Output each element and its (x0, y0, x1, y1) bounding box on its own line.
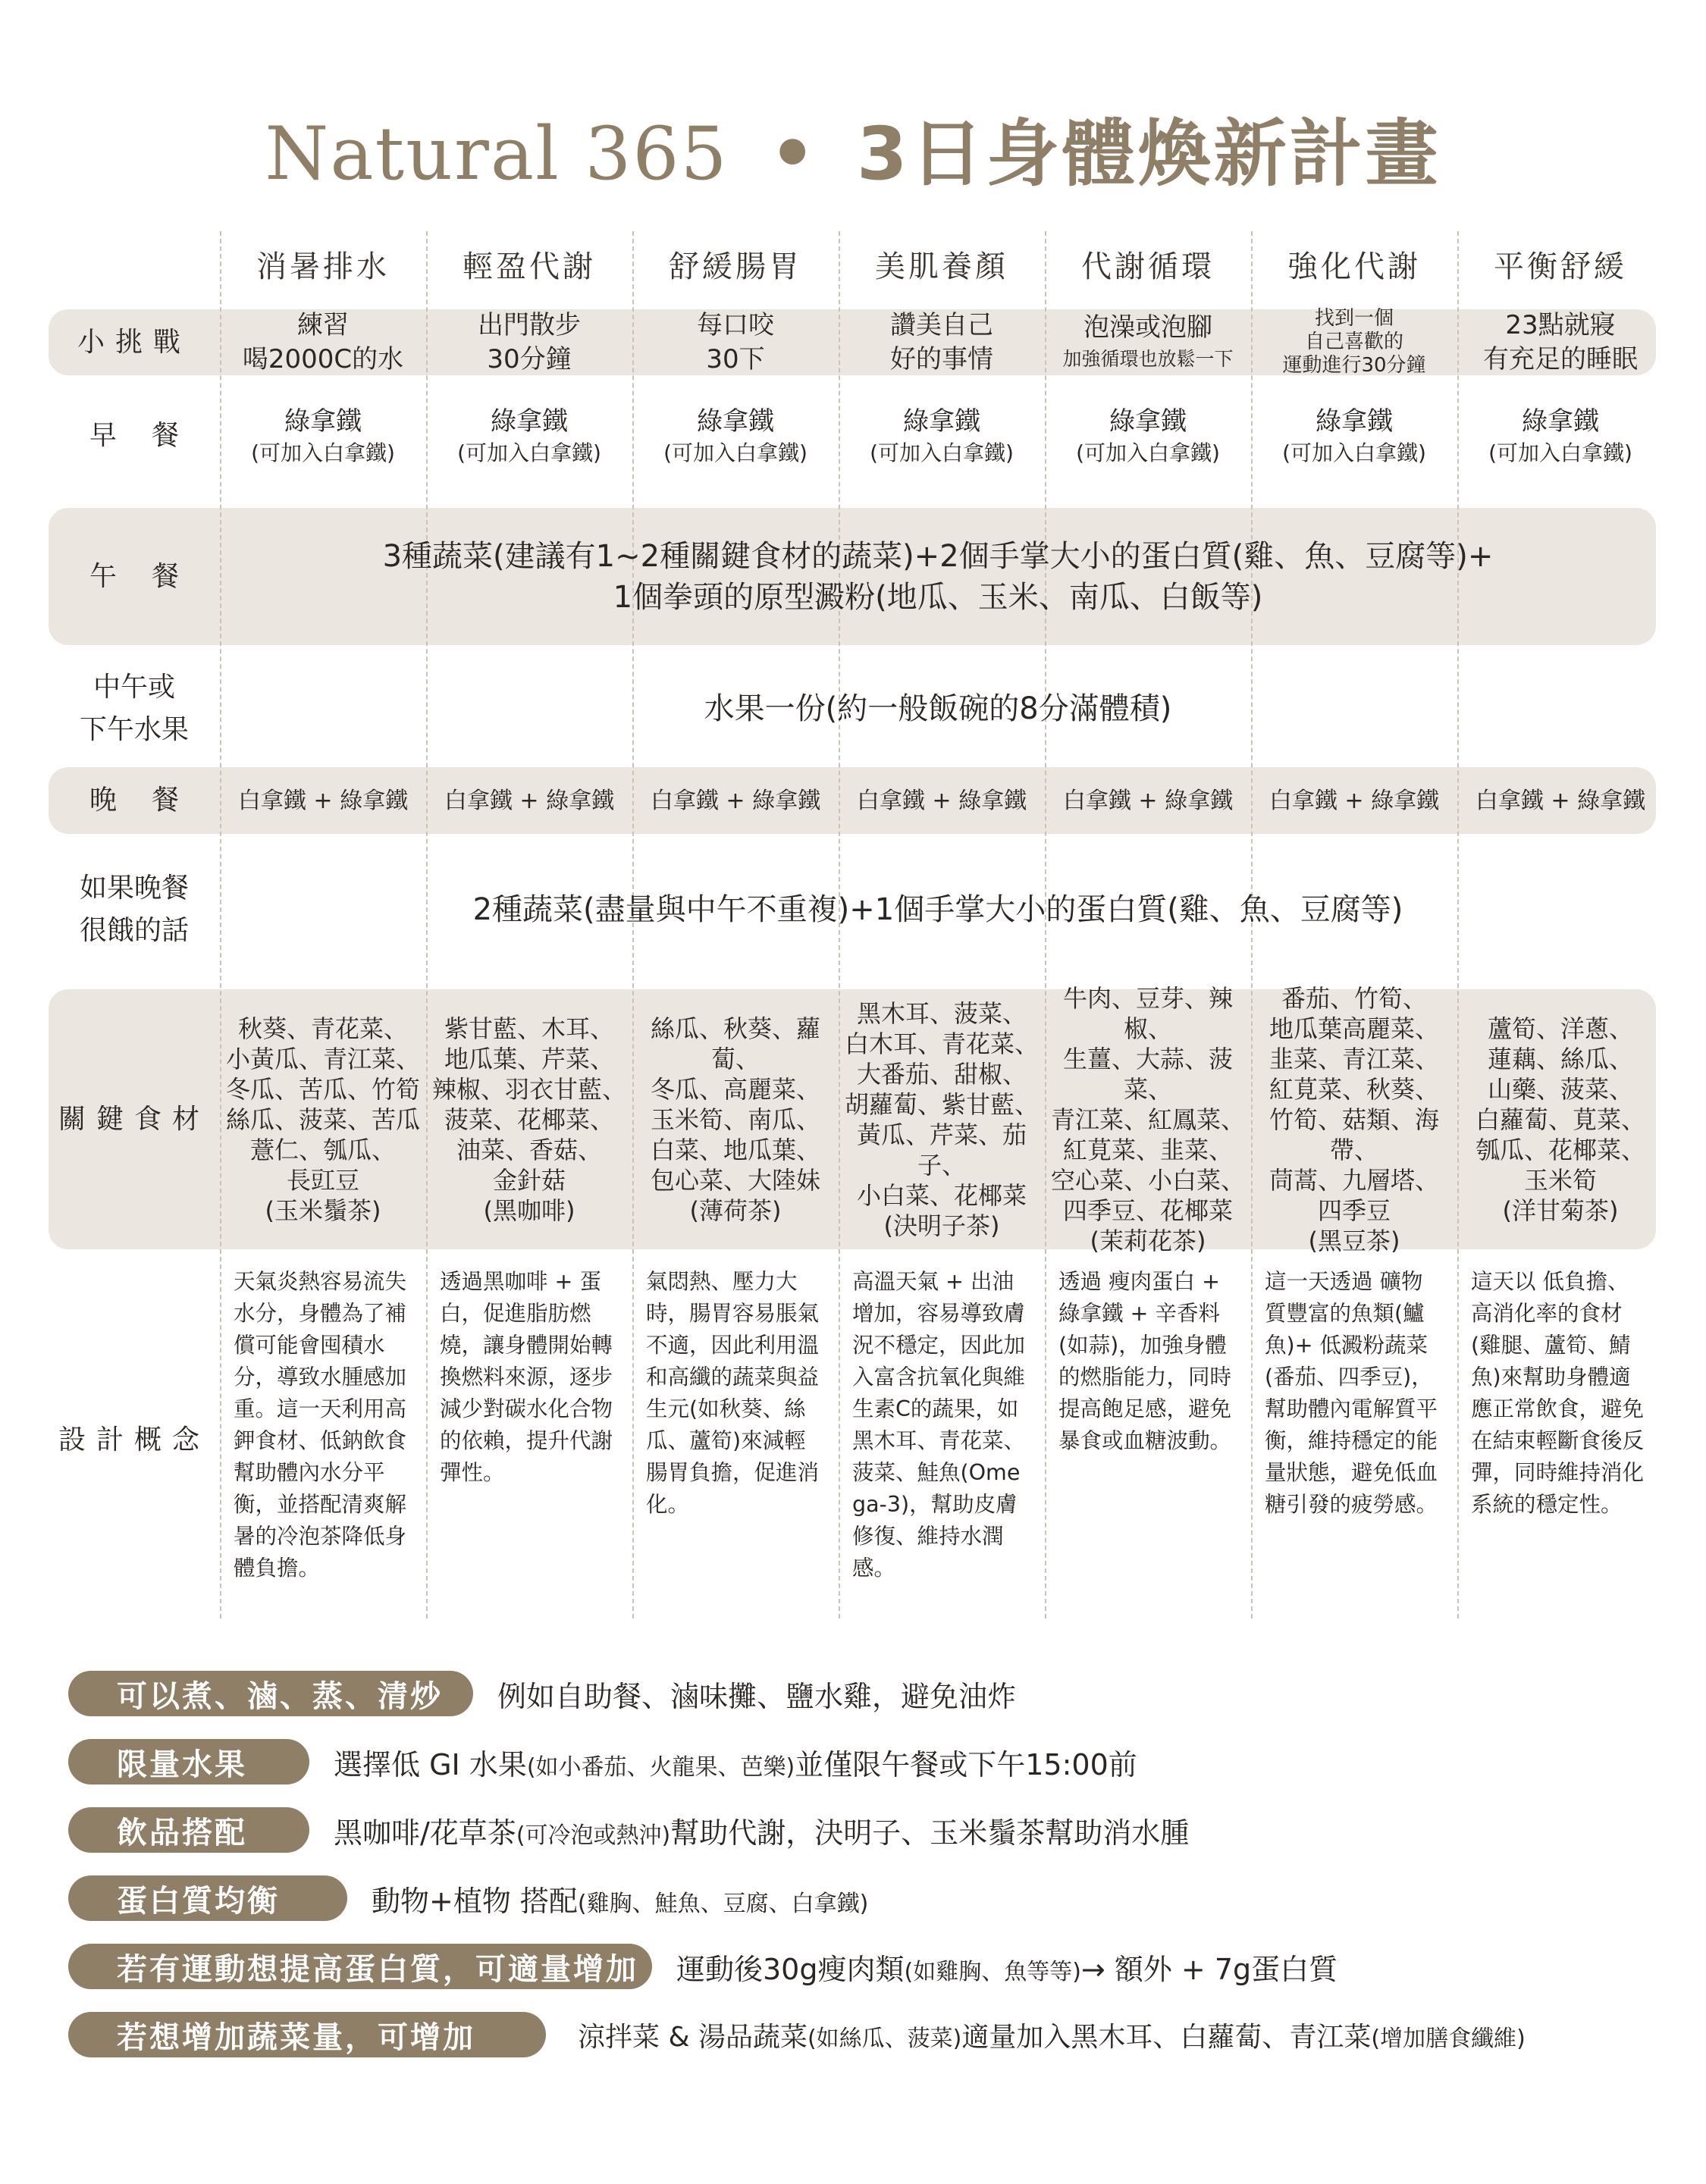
breakfast-cell (632, 404, 839, 468)
tip-tail: 並僅限午餐或下午15:00前 (795, 1747, 1137, 1781)
day-header: 美肌養顏 (875, 249, 1008, 284)
ingredients-cell: 番茄、竹筍、 地瓜葉高麗菜、 韭菜、青江菜、 紅莧菜、秋葵、 竹筍、菇類、海帶、 茼蒿、九層塔、 四季豆 (黑豆茶) (1269, 983, 1439, 1255)
breakfast-note: (可加入白拿鐵) (870, 440, 1014, 465)
tip-main: 選擇低 GI 水果 (334, 1747, 527, 1781)
challenge-cell: 出門散步 30分鐘 (478, 309, 581, 374)
tip-cooking (68, 1671, 1016, 1716)
row-label-ingredients: 關鍵食材 (58, 1103, 210, 1135)
tip-note: (如雞胸、魚等等) (904, 1958, 1081, 1985)
breakfast-main: 綠拿鐵 (903, 406, 980, 437)
tip-vegetables (68, 2012, 1526, 2057)
tip-pill: 若有運動想提高蛋白質，可適量增加 (68, 1944, 652, 1989)
lunch-text: 3種蔬菜(建議有1~2種關鍵食材的蔬菜)+2個手掌大小的蛋白質(雞、魚、豆腐等)+ 1個拳頭的原型澱粉(地瓜、玉米、南瓜、白飯等) (382, 538, 1494, 615)
dinner-row (49, 767, 1656, 834)
tip-pill: 飲品搭配 (68, 1807, 309, 1853)
ingredients-cell: 絲瓜、秋葵、蘿蔔、 冬瓜、高麗菜、 玉米筍、南瓜、 白菜、地瓜葉、 包心菜、大陸妹 (薄荷茶) (650, 1014, 820, 1225)
tip-pill: 限量水果 (68, 1739, 309, 1784)
day-header-row (49, 231, 1656, 303)
ingredients-cell: 蘆筍、洋蔥、 蓮藕、絲瓜、 山藥、菠菜、 白蘿蔔、莧菜、 瓠瓜、花椰菜、 玉米筍 (洋甘菊茶) (1475, 1014, 1645, 1225)
breakfast-main: 綠拿鐵 (1522, 406, 1599, 437)
breakfast-main: 綠拿鐵 (1316, 406, 1393, 437)
tip-note: (雞胸、鮭魚、豆腐、白拿鐵) (577, 1890, 869, 1917)
ingredients-row (49, 983, 1656, 1255)
day-header: 輕盈代謝 (463, 249, 596, 284)
concept-text: 氣悶熱、壓力大時，腸胃容易脹氣不適，因此利用溫和高纖的蔬菜與益生元(如秋葵、絲瓜、蘆筍)來減輕腸胃負擔，促進消化。 (646, 1269, 820, 1517)
tip-main: 黑咖啡/花草茶 (334, 1816, 516, 1850)
row-label-fruit: 中午或 下午水果 (79, 672, 189, 745)
challenge-main: 泡澡或泡腳 (1083, 312, 1212, 343)
breakfast-note: (可加入白拿鐵) (457, 440, 601, 465)
tip-text (676, 1946, 1338, 1988)
row-label-lunch: 午餐 (89, 560, 214, 592)
dinner-cell: 白拿鐵 + 綠拿鐵 (1062, 787, 1234, 814)
tip-note: (如小番茄、火龍果、芭樂) (526, 1753, 795, 1781)
concept-text: 這一天透過 礦物質豐富的魚類(鱸魚)+ 低澱粉蔬菜(番茄、四季豆)，幫助體內電解質平衡，維持穩定的能量狀態，避免低血糖引發的疲勞感。 (1265, 1269, 1438, 1517)
breakfast-note: (可加入白拿鐵) (663, 440, 808, 465)
day-header: 消暑排水 (256, 249, 390, 284)
tip-pill: 可以煮、滷、蒸、清炒 (68, 1671, 473, 1716)
breakfast-note: (可加入白拿鐵) (1076, 440, 1220, 465)
breakfast-cell (1251, 404, 1457, 468)
tip-exercise (68, 1944, 1338, 1989)
tip-main: 動物+植物 搭配 (372, 1884, 578, 1918)
breakfast-main: 綠拿鐵 (491, 406, 568, 437)
breakfast-cell (1045, 404, 1251, 468)
plan-title: 3日身體煥新計畫 (856, 111, 1441, 196)
breakfast-cell (426, 404, 632, 468)
breakfast-cell (1457, 404, 1664, 468)
tip-drinks (68, 1807, 1189, 1853)
row-label-breakfast: 早餐 (89, 420, 214, 451)
day-header: 代謝循環 (1081, 249, 1215, 284)
ingredients-cell: 紫甘藍、木耳、 地瓜葉、芹菜、 辣椒、羽衣甘藍、 菠菜、花椰菜、 油菜、香菇、 金針菇 (黑咖啡) (431, 1014, 626, 1225)
breakfast-cell (839, 404, 1045, 468)
concept-text: 高溫天氣 + 出油增加，容易導致膚況不穩定，因此加入富含抗氧化與維生素C的蔬果，如黑木耳、青花菜、菠菜、鮭魚(Omega-3)，幫助皮膚修復、維持水潤感。 (852, 1269, 1026, 1581)
tip-protein (68, 1875, 868, 1921)
row-label-hungry: 如果晚餐 很餓的話 (79, 873, 189, 946)
day-header: 舒緩腸胃 (669, 249, 802, 284)
challenge-note: 加強循環也放鬆一下 (1062, 348, 1234, 370)
tip-text (497, 1673, 1016, 1715)
tip-text (334, 1810, 1189, 1851)
challenge-cell: 練習 喝2000C的水 (242, 309, 404, 374)
challenge-cell: 23點就寢 有充足的睡眠 (1483, 309, 1638, 374)
ingredients-cell: 牛肉、豆芽、辣椒、 生薑、大蒜、菠菜、 青江菜、紅鳳菜、 紅莧菜、韭菜、 空心菜、小白菜、 四季豆、花椰菜 (茉莉花茶) (1050, 983, 1245, 1255)
dinner-cell: 白拿鐵 + 綠拿鐵 (650, 787, 821, 814)
concept-row (49, 1266, 1656, 1615)
concept-text: 透過 瘦肉蛋白 + 綠拿鐵 + 辛香料(如蒜)，加強身體的燃脂能力，同時提高飽足感，避免暴食或血糖波動。 (1058, 1269, 1232, 1453)
tip-note: (如絲瓜、菠菜) (807, 2025, 962, 2052)
hungry-text: 2種蔬菜(盡量與中午不重複)+1個手掌大小的蛋白質(雞、魚、豆腐等) (472, 892, 1403, 927)
brand-name: Natural 365 (265, 111, 729, 196)
challenge-cell: 每口咬 30下 (697, 309, 774, 374)
dinner-cell: 白拿鐵 + 綠拿鐵 (1475, 787, 1646, 814)
challenge-cell: 讚美自己 好的事情 (890, 309, 993, 374)
row-label-challenge: 小挑戰 (77, 326, 191, 358)
tip-tail: 幫助代謝，決明子、玉米鬚茶幫助消水腫 (670, 1816, 1190, 1850)
breakfast-cell (220, 404, 426, 468)
tip-main: 涼拌菜 & 湯品蔬菜 (578, 2021, 808, 2053)
title-separator: • (769, 111, 816, 196)
tip-pill: 若想增加蔬菜量，可增加 (68, 2012, 546, 2057)
tip-pill: 蛋白質均衡 (68, 1875, 347, 1921)
tip-tail: 適量加入黑木耳、白蘿蔔、青江菜 (961, 2021, 1372, 2053)
tip-note: (增加膳食纖維) (1371, 2025, 1526, 2052)
concept-text: 這天以 低負擔、高消化率的食材(雞腿、蘆筍、鯖魚)來幫助身體適應正常飲食，避免在結束輕斷食後反彈，同時維持消化系統的穩定性。 (1471, 1269, 1645, 1517)
fruit-text: 水果一份(約一般飯碗的8分滿體積) (704, 691, 1172, 726)
hungry-row (49, 857, 1656, 963)
dinner-cell: 白拿鐵 + 綠拿鐵 (856, 787, 1027, 814)
tip-text (372, 1878, 868, 1919)
breakfast-row (49, 404, 1656, 468)
breakfast-main: 綠拿鐵 (697, 406, 774, 437)
meal-plan-table (49, 231, 1656, 1634)
challenge-row (49, 309, 1656, 375)
concept-text: 天氣炎熱容易流失水分，身體為了補償可能會囤積水分，導致水腫感加重。這一天利用高鉀食材、低鈉飲食幫助體內水分平衡，並搭配清爽解暑的冷泡茶降低身體負擔。 (234, 1269, 407, 1581)
lunch-row (49, 508, 1656, 645)
ingredients-cell: 黑木耳、菠菜、 白木耳、青花菜、 大番茄、甜椒、 胡蘿蔔、紫甘藍、 黃瓜、芹菜、茄子、 小白菜、花椰菜 (決明子茶) (844, 998, 1039, 1240)
concept-text: 透過黑咖啡 + 蛋白，促進脂肪燃燒，讓身體開始轉換燃料來源，逐步減少對碳水化合物的依賴，提升代謝彈性。 (440, 1269, 613, 1485)
challenge-cell (1045, 309, 1251, 375)
page-title (0, 105, 1706, 203)
breakfast-note: (可加入白拿鐵) (251, 440, 395, 465)
day-header: 平衡舒緩 (1494, 249, 1627, 284)
row-label-concept: 設計概念 (58, 1424, 210, 1455)
tip-main: 運動後30g瘦肉類 (676, 1952, 905, 1986)
dinner-cell: 白拿鐵 + 綠拿鐵 (1269, 787, 1440, 814)
challenge-cell: 找到一個 自己喜歡的 運動進行30分鐘 (1282, 307, 1426, 377)
breakfast-main: 綠拿鐵 (1109, 406, 1187, 437)
tip-main: 例如自助餐、滷味攤、鹽水雞，避免油炸 (497, 1679, 1017, 1713)
tip-text (334, 1741, 1137, 1783)
tip-tail: → 額外 + 7g蛋白質 (1080, 1952, 1338, 1986)
row-label-dinner: 晚餐 (89, 785, 214, 816)
dinner-cell: 白拿鐵 + 綠拿鐵 (444, 787, 615, 814)
breakfast-note: (可加入白拿鐵) (1488, 440, 1632, 465)
breakfast-main: 綠拿鐵 (284, 406, 362, 437)
tip-fruit (68, 1739, 1137, 1784)
fruit-row (49, 667, 1656, 750)
tip-note: (可冷泡或熱沖) (516, 1822, 671, 1849)
day-header: 強化代謝 (1287, 249, 1421, 284)
dinner-cell: 白拿鐵 + 綠拿鐵 (237, 787, 409, 814)
breakfast-note: (可加入白拿鐵) (1282, 440, 1426, 465)
tip-text (578, 2016, 1526, 2054)
ingredients-cell: 秋葵、青花菜、 小黃瓜、青江菜、 冬瓜、苦瓜、竹筍 絲瓜、菠菜、苦瓜 薏仁、瓠瓜、 長豇豆 (玉米鬚茶) (225, 1014, 420, 1225)
